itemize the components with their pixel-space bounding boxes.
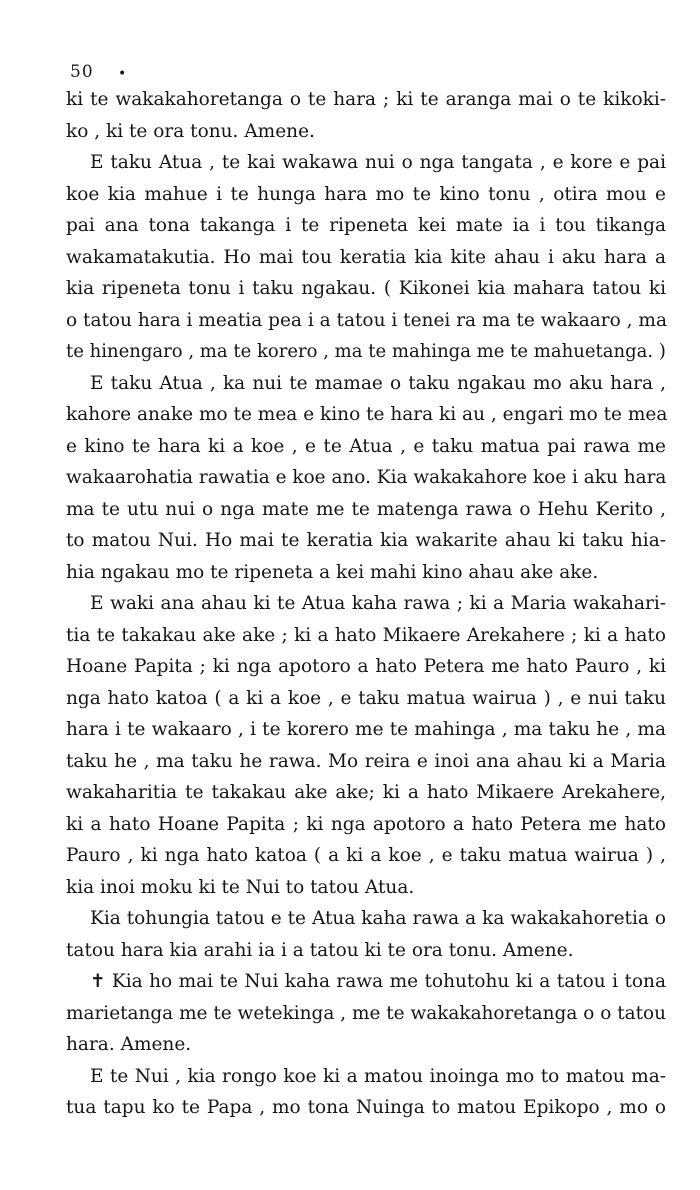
text-line: hia ngakau mo te ripeneta a kei mahi kino ahau ake ake. [66,561,599,583]
text-line: Kia tohungia tatou e te Atua kaha rawa a ka wakakahoretia o [90,908,666,929]
text-line: ki a hato Hoane Papita ; ki nga apotoro a hato Petera me hato [66,813,666,835]
text-line: Pauro , ki nga hato katoa ( a ki a koe , e taku matua wairua ) , [66,845,666,866]
text-line: taku he , ma taku he rawa. Mo reira e inoi ana ahau ki a Maria [66,750,666,772]
text-line: ma te utu nui o nga mate me te matenga rawa o Hehu Kerito , [66,498,666,520]
text-line: ko , ki te ora tonu. Amene. [66,120,315,142]
text-line: kia inoi moku ki te Nui to tatou Atua. [66,876,415,898]
text-line: tatou hara kia arahi ia i a tatou ki te ora tonu. Amene. [66,939,574,961]
text-line: wakaarohatia rawatia e koe ano. Kia wakakahore koe i aku hara [66,467,667,488]
text-line: tia te takakau ake ake ; ki a hato Mikaere Arekahere ; ki a hato [66,624,666,646]
text-line: E taku Atua , te kai wakawa nui o nga tangata , e kore e pai [90,152,666,173]
text-line: hara i te wakaaro , i te korero me te mahinga , ma taku he , ma [66,719,666,740]
text-line: tua tapu ko te Papa , mo tona Nuinga to matou Epikopo , mo o [66,1097,666,1118]
text-line: nga hato katoa ( a ki a koe , e taku matua wairua ) , e nui taku [66,687,666,709]
text-line: ki te wakakahoretanga o te hara ; ki te aranga mai o te kikoki- [66,89,666,110]
text-line: to matou Nui. Ho mai te keratia kia wakarite ahau ki taku hia- [66,530,666,551]
text-line: E waki ana ahau ki te Atua kaha rawa ; ki a Maria wakahari- [90,593,666,614]
text-line: wakamatakutia. Ho mai tou keratia kia kite ahau i aku hara a [66,246,666,268]
text-line: o tatou hara i meatia pea i a tatou i tenei ra ma te wakaaro , ma [66,309,668,331]
text-line: kia ripeneta tonu i taku ngakau. ( Kikonei kia mahara tatou ki [66,278,666,299]
text-line: hara. Amene. [66,1034,192,1055]
page-number: 50 [70,62,94,82]
page-mark: • [118,66,127,82]
text-line: kahore anake mo te mea e kino te hara ki au , engari mo te mea [66,404,668,425]
text-line: e kino te hara ki a koe , e te Atua , e taku matua pai rawa me [66,435,666,457]
text-line: marietanga me te wetekinga , me te wakakahoretanga o o tatou [66,1002,666,1024]
text-line: ✝ Kia ho mai te Nui kaha rawa me tohutohu ki a tatou i tona [90,971,666,992]
text-line: koe kia mahue i te hunga hara mo te kino tonu , otira mou e [66,183,666,205]
text-line: E te Nui , kia rongo koe ki a matou inoinga mo to matou ma- [90,1065,666,1087]
text-line: Hoane Papita ; ki nga apotoro a hato Petera me hato Pauro , ki [66,656,666,677]
text-line: pai ana tona takanga i te ripeneta kei mate ia i tou tikanga [66,215,666,236]
text-line: te hinengaro , ma te korero , ma te mahinga me te mahuetanga. ) [66,341,666,362]
text-line: E taku Atua , ka nui te mamae o taku ngakau mo aku hara , [90,372,666,394]
text-line: wakaharitia te takakau ake ake; ki a hato Mikaere Arekahere, [66,782,666,803]
